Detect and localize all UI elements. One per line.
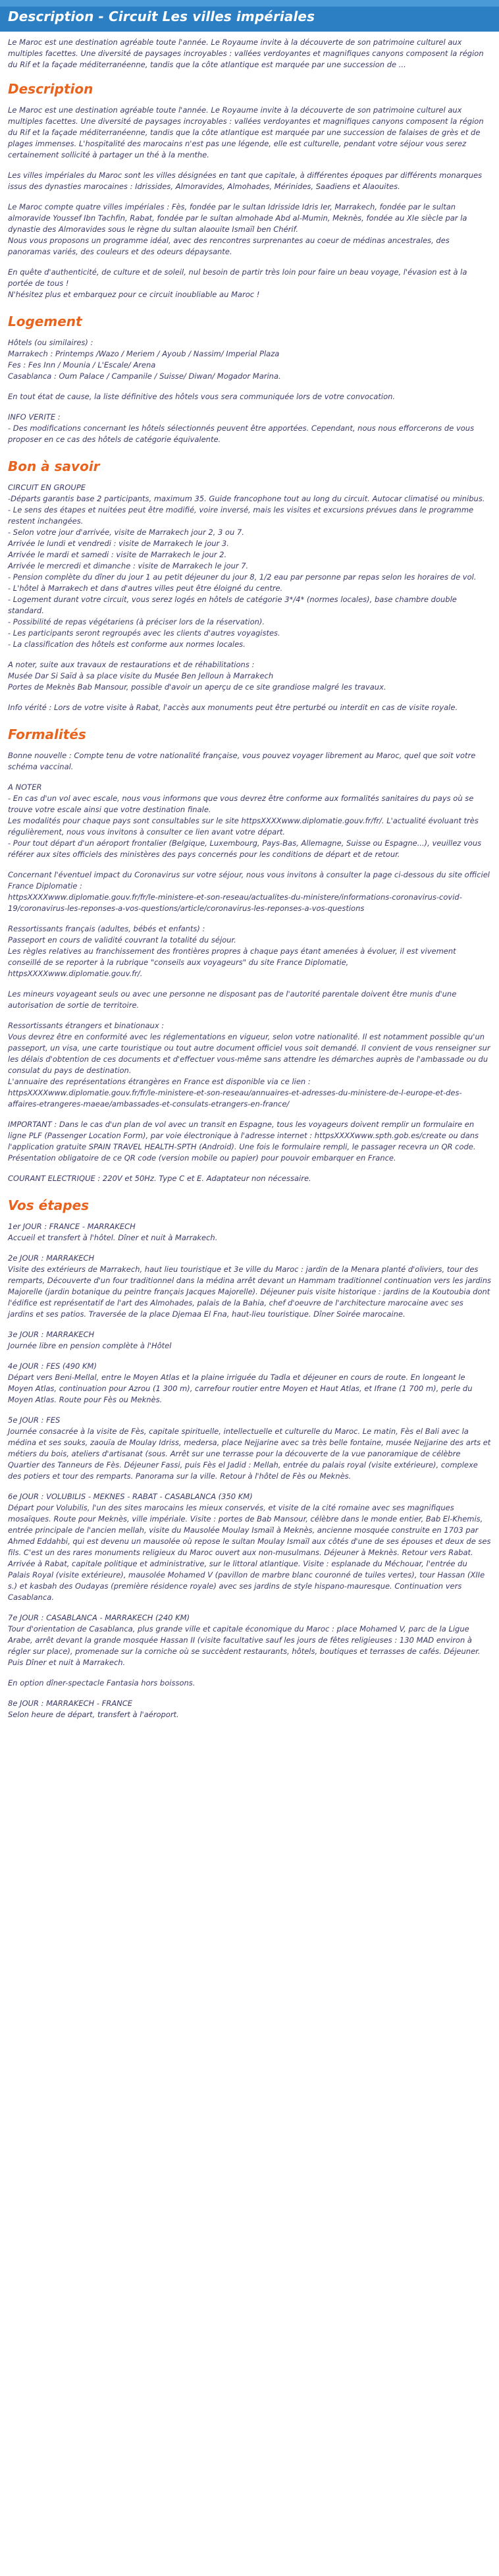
section-paragraph: Ressortissants étrangers et binationaux : Vous devrez être en conformité avec les réglementations en vigueur, selon votre nationalité. Il est notamment possible qu'un passeport, un visa, une carte touristique ou tout autre document officiel vous soit demandé. Il convient de vous renseigner sur les délais d'obtention de ces documents et d'effectuer vous-même sans attendre les démarches auprès de l'ambassade ou du consulat du pays de destination. L'annuaire des représentations étrangères en France est disponible via ce lien : httpsXXXXwww.diplomatie.gouv.fr/fr/le-ministere-et-son-reseau/annuaires-et-adresses-du-ministere-de-l-europe-et-des-affaires-etrangeres-maeae/ambassades-et-consulats-etrangers-en-france/ [8,1021,490,1109]
section-paragraph: Info vérité : Lors de votre visite à Rabat, l'accès aux monuments peut être perturbé ou interdit en cas de visite royale. [8,703,458,712]
section-paragraph: Les villes impériales du Maroc sont les villes désignées en tant que capitale, à différentes époques par différents monarques issus des dynasties marocaines : Idrissides, Almoravides, Almohades, Mérinides, Saadiens et Alaouites. [8,171,483,191]
section-paragraph: COURANT ELECTRIQUE : 220V et 50Hz. Type C et E. Adaptateur non nécessaire. [8,1174,311,1183]
section-heading: Vos étapes [8,1197,90,1213]
section-paragraph: Bonne nouvelle : Compte tenu de votre nationalité française, vous pouvez voyager librement au Maroc, quel que soit votre schéma vaccinal. [8,751,476,771]
section-paragraph: Ressortissants français (adultes, bébés et enfants) : Passeport en cours de validité couvrant la totalité du séjour. Les règles relatives au franchissement des frontières propres à chaque pays étant amenées à évoluer, il est vivement conseillé de se reporter à la rubrique "conseils aux voyageurs" du site France Diplomatie, httpsXXXXwww.diplomatie.gouv.fr/. [8,924,456,978]
section-paragraph: Les mineurs voyageant seuls ou avec une personne ne disposant pas de l'autorité parentale doivent être munis d'une autorisation de sortie de territoire. [8,989,457,1010]
banner-stripe [0,0,499,7]
section-paragraph: En quête d'authenticité, de culture et de soleil, nul besoin de partir très loin pour faire un beau voyage, l'évasion est à la portée de tous ! N'hésitez plus et embarquez pour ce circuit inoubliable au Maroc ! [8,267,467,299]
section-paragraph: 7e JOUR : CASABLANCA - MARRAKECH (240 KM) Tour d'orientation de Casablanca, plus grande ville et capitale économique du Maroc : place Mohamed V, parc de la Ligue Arabe, arrêt devant la grande mosquée Hassan II (visite facultative sauf les jours de fêtes religieuses : 130 MAD environ à régler sur place), promenade sur la corniche où se succèdent restaurants, hôtels, boutiques et terrasses de cafés. Déjeuner. Puis Dîner et nuit à Marrakech. [8,1613,481,1667]
title-banner [0,0,499,32]
section-paragraph: Le Maroc compte quatre villes impériales : Fès, fondée par le sultan Idrisside Idris Ier, Marrakech, fondée par le sultan almoravide Youssef Ibn Tachfin, Rabat, fondée par le sultan almohade Abd al-Mumin, Meknès, fondée au XIe siècle par la dynastie des Almoravides sous le règne du sultan alaouite Ismaïl ben Chérif. Nous vous proposons un programme idéal, avec des rencontres surprenantes au coeur de médinas ancestrales, des panoramas variés, des couleurs et des odeurs dépaysante. [8,202,467,256]
section-paragraph: 4e JOUR : FES (490 KM) Départ vers Beni-Mellal, entre le Moyen Atlas et la plaine irriguée du Tadla et déjeuner en cours de route. En longeant le Moyen Atlas, continuation pour Azrou (1 300 m), carrefour routier entre Moyen et Haut Atlas, et Ifrane (1 700 m), perle du Moyen Atlas. Route pour Fès ou Meknès. [8,1361,473,1404]
sections-container [8,81,491,1720]
section-paragraph: 6e JOUR : VOLUBILIS - MEKNES - RABAT - CASABLANCA (350 KM) Départ pour Volubilis, l'un des sites marocains les mieux conservés, et visite de la cité romaine avec ses magnifiques mosaïques. Route pour Meknès, ville impériale. Visite : portes de Bab Mansour, célèbre dans le monde entier, Bab El-Khemis, entrée principale de l'ancien mellah, visite du Mausolée Moulay Ismaïl à Meknès, ancienne mosquée construite en 1703 par Ahmed Eddahbi, qui est devenu un mausolée où repose le sultan Moulay Ismaïl aux côtés d'une de ses épouses et deux de ses fils. C'est un des rares monuments religieux du Maroc ouvert aux non-musulmans. Déjeuner à Meknès. Retour vers Rabat. Arrivée à Rabat, capitale politique et administrative, sur le littoral atlantique. Visite : esplanade du Méchouar, l'entrée du Palais Royal (visite extérieure), mausolée Mohamed V (pavillon de marbre blanc couronné de tuiles vertes), tour Hassan (XIIe s.) et kasbah des Oudayas (première résidence royale) avec ses jardins de style hispano-mauresque. Continuation vers Casablanca. [8,1492,491,1602]
section-paragraph: 1er JOUR : FRANCE - MARRAKECH Accueil et transfert à l'hôtel. Dîner et nuit à Marrakech. [8,1222,218,1242]
content [0,32,499,1743]
section-paragraph: A NOTER - En cas d'un vol avec escale, nous vous informons que vous devrez être conforme aux formalités sanitaires du pays où se trouve votre escale ainsi que votre destination finale. Les modalités pour chaque pays sont consultables sur le site httpsXXXXwww.diplomatie.gouv.fr/fr/. L'actualité évoluant très régulièrement, nous vous invitons à consulter ce lien avant votre départ. - Pour tout départ d'un aéroport frontalier (Belgique, Luxembourg, Pays-Bas, Allemagne, Suisse ou Espagne...), veuillez vous référer aux sites officiels des ministères des pays concernés pour les conditions de départ et de retour. [8,782,482,859]
section-heading: Bon à savoir [8,458,100,474]
section-paragraph: 8e JOUR : MARRAKECH - FRANCE Selon heure de départ, transfert à l'aéroport. [8,1699,179,1719]
section-paragraph: En option dîner-spectacle Fantasia hors boissons. [8,1678,196,1687]
section-paragraph: CIRCUIT EN GROUPE -Départs garantis base 2 participants, maximum 35. Guide francophone tout au long du circuit. Autocar climatisé ou minibus. - Le sens des étapes et nuitées peut être modifié, voire inversé, mais les visites et excursions prévues dans le programme restent inchangées. - Selon votre jour d'arrivée, visite de Marrakech jour 2, 3 ou 7. Arrivée le lundi et vendredi : visite de Marrakech le jour 3. Arrivée le mardi et samedi : visite de Marrakech le jour 2. Arrivée le mercredi et dimanche : visite de Marrakech le jour 7. - Pension complète du dîner du jour 1 au petit déjeuner du jour 8, 1/2 eau par personne par repas selon les horaires de vol. - L'hôtel à Marrakech et dans d'autres villes peut être éloigné du centre. - Logement durant votre circuit, vous serez logés en hôtels de catégorie 3*/4* (normes locales), base chambre double standard. - Possibilité de repas végétariens (à préciser lors de la réservation). - Les participants seront regroupés avec les clients d'autres voyagistes. - La classification des hôtels est conforme aux normes locales. [8,483,485,649]
section-paragraph: A noter, suite aux travaux de restaurations et de réhabilitations : Musée Dar Si Saïd à sa place visite du Musée Ben Jelloun à Marrakech Portes de Meknès Bab Mansour, possible d'avoir un aperçu de ce site grandiose malgré les travaux. [8,660,386,692]
section-paragraph: IMPORTANT : Dans le cas d'un plan de vol avec un transit en Espagne, tous les voyageurs doivent remplir un formulaire en ligne PLF (Passenger Location Form), par voie électronique à l'adresse internet : httpsXXXXwww.spth.gob.es/create ou dans l'application gratuite SPAIN TRAVEL HEALTH-SPTH (Android). Une fois le formulaire rempli, le passager recevra un QR code. Présentation obligatoire de ce QR code (version mobile ou papier) pour pouvoir embarquer en France. [8,1120,479,1163]
section-paragraph: 2e JOUR : MARRAKECH Visite des extérieurs de Marrakech, haut lieu touristique et 3e ville du Maroc : jardin de la Menara planté d'oliviers, tour des remparts, Découverte d'un four traditionnel dans la médina arrêt devant un Hammam traditionnel continuation vers les jardins Majorelle (jardin botanique du peintre français Jacques Majorelle). Déjeuner puis visite historique : jardins de la Koutoubia dont l'édifice est représentatif de l'art des Almohades, palais de la Bahia, chef d'oeuvre de l'architecture marocaine avec ses jardins et ses patios. Traversée de la place Djemaa El Fna, haut-lieu touristique. Dîner Soirée marocaine. [8,1253,491,1319]
section-heading: Formalités [8,726,86,742]
section-heading: Logement [8,314,82,329]
section-paragraph: 5e JOUR : FES Journée consacrée à la visite de Fès, capitale spirituelle, intellectuelle et culturelle du Maroc. Le matin, Fès el Bali avec la médina et ses souks, zaouïa de Moulay Idriss, medersa, place Nejjarine avec sa très belle fontaine, musée Nejjarine des arts et métiers du bois, ateliers d'artisanat (sous. Arrêt sur une terrasse pour la découverte de la vue panoramique de célèbre Quartier des Tanneurs de Fès. Déjeuner Fassi, puis Fès el Jadid : Mellah, entrée du palais royal (visite extérieure), complexe des potiers et tour des remparts. Panorama sur la ville. Retour à l'hôtel de Fès ou Meknès. [8,1415,491,1481]
intro-paragraph: Le Maroc est une destination agréable toute l'année. Le Royaume invite à la découverte de son patrimoine culturel aux multiples facettes. Une diversité de paysages incroyables : vallées verdoyantes et magnifiques canyons composent la région du Rif et la façade méditerranéenne, tandis que la côte atlantique est marquée par une succession de ... [8,38,484,69]
section-paragraph: 3e JOUR : MARRAKECH Journée libre en pension complète à l'Hôtel [8,1330,172,1350]
section-paragraph: Concernant l'éventuel impact du Coronavirus sur votre séjour, nous vous invitons à consulter la page ci-dessous du site officiel France Diplomatie : httpsXXXXwww.diplomatie.gouv.fr/fr/le-ministere-et-son-reseau/actualites-du-ministere/informations-coronavirus-covid-19/coronavirus-les-reponses-a-vos-questions/article/coronavirus-les-reponses-a-vos-questions [8,870,490,913]
section-paragraph: En tout état de cause, la liste définitive des hôtels vous sera communiquée lors de votre convocation. [8,392,396,401]
section-paragraph: INFO VERITE : - Des modifications concernant les hôtels sélectionnés peuvent être apportées. Cependant, nous nous efforcerons de vous proposer en ce cas des hôtels de catégorie équivalente. [8,412,475,444]
section-heading: Description [8,81,93,97]
section-paragraph: Hôtels (ou similaires) : Marrakech : Printemps /Wazo / Meriem / Ayoub / Nassim/ Imperial Plaza Fes : Fes Inn / Mounia / L'Escale/ Arena Casablanca : Oum Palace / Campanile / Suisse/ Diwan/ Mogador Marina. [8,338,281,381]
page-title: Description - Circuit Les villes impériales [8,9,315,24]
section-paragraph: Le Maroc est une destination agréable toute l'année. Le Royaume invite à la découverte de son patrimoine culturel aux multiples facettes. Une diversité de paysages incroyables : vallées verdoyantes et magnifiques canyons composent la région du Rif et la façade méditerranéenne, tandis que la côte atlantique est marquée par une succession de falaises de grès et de plages immenses. L'hospitalité des marocains n'est pas une légende, elle est culturelle, pendant votre séjour vous serez certainement sollicité à partager un thé à la menthe. [8,105,484,159]
